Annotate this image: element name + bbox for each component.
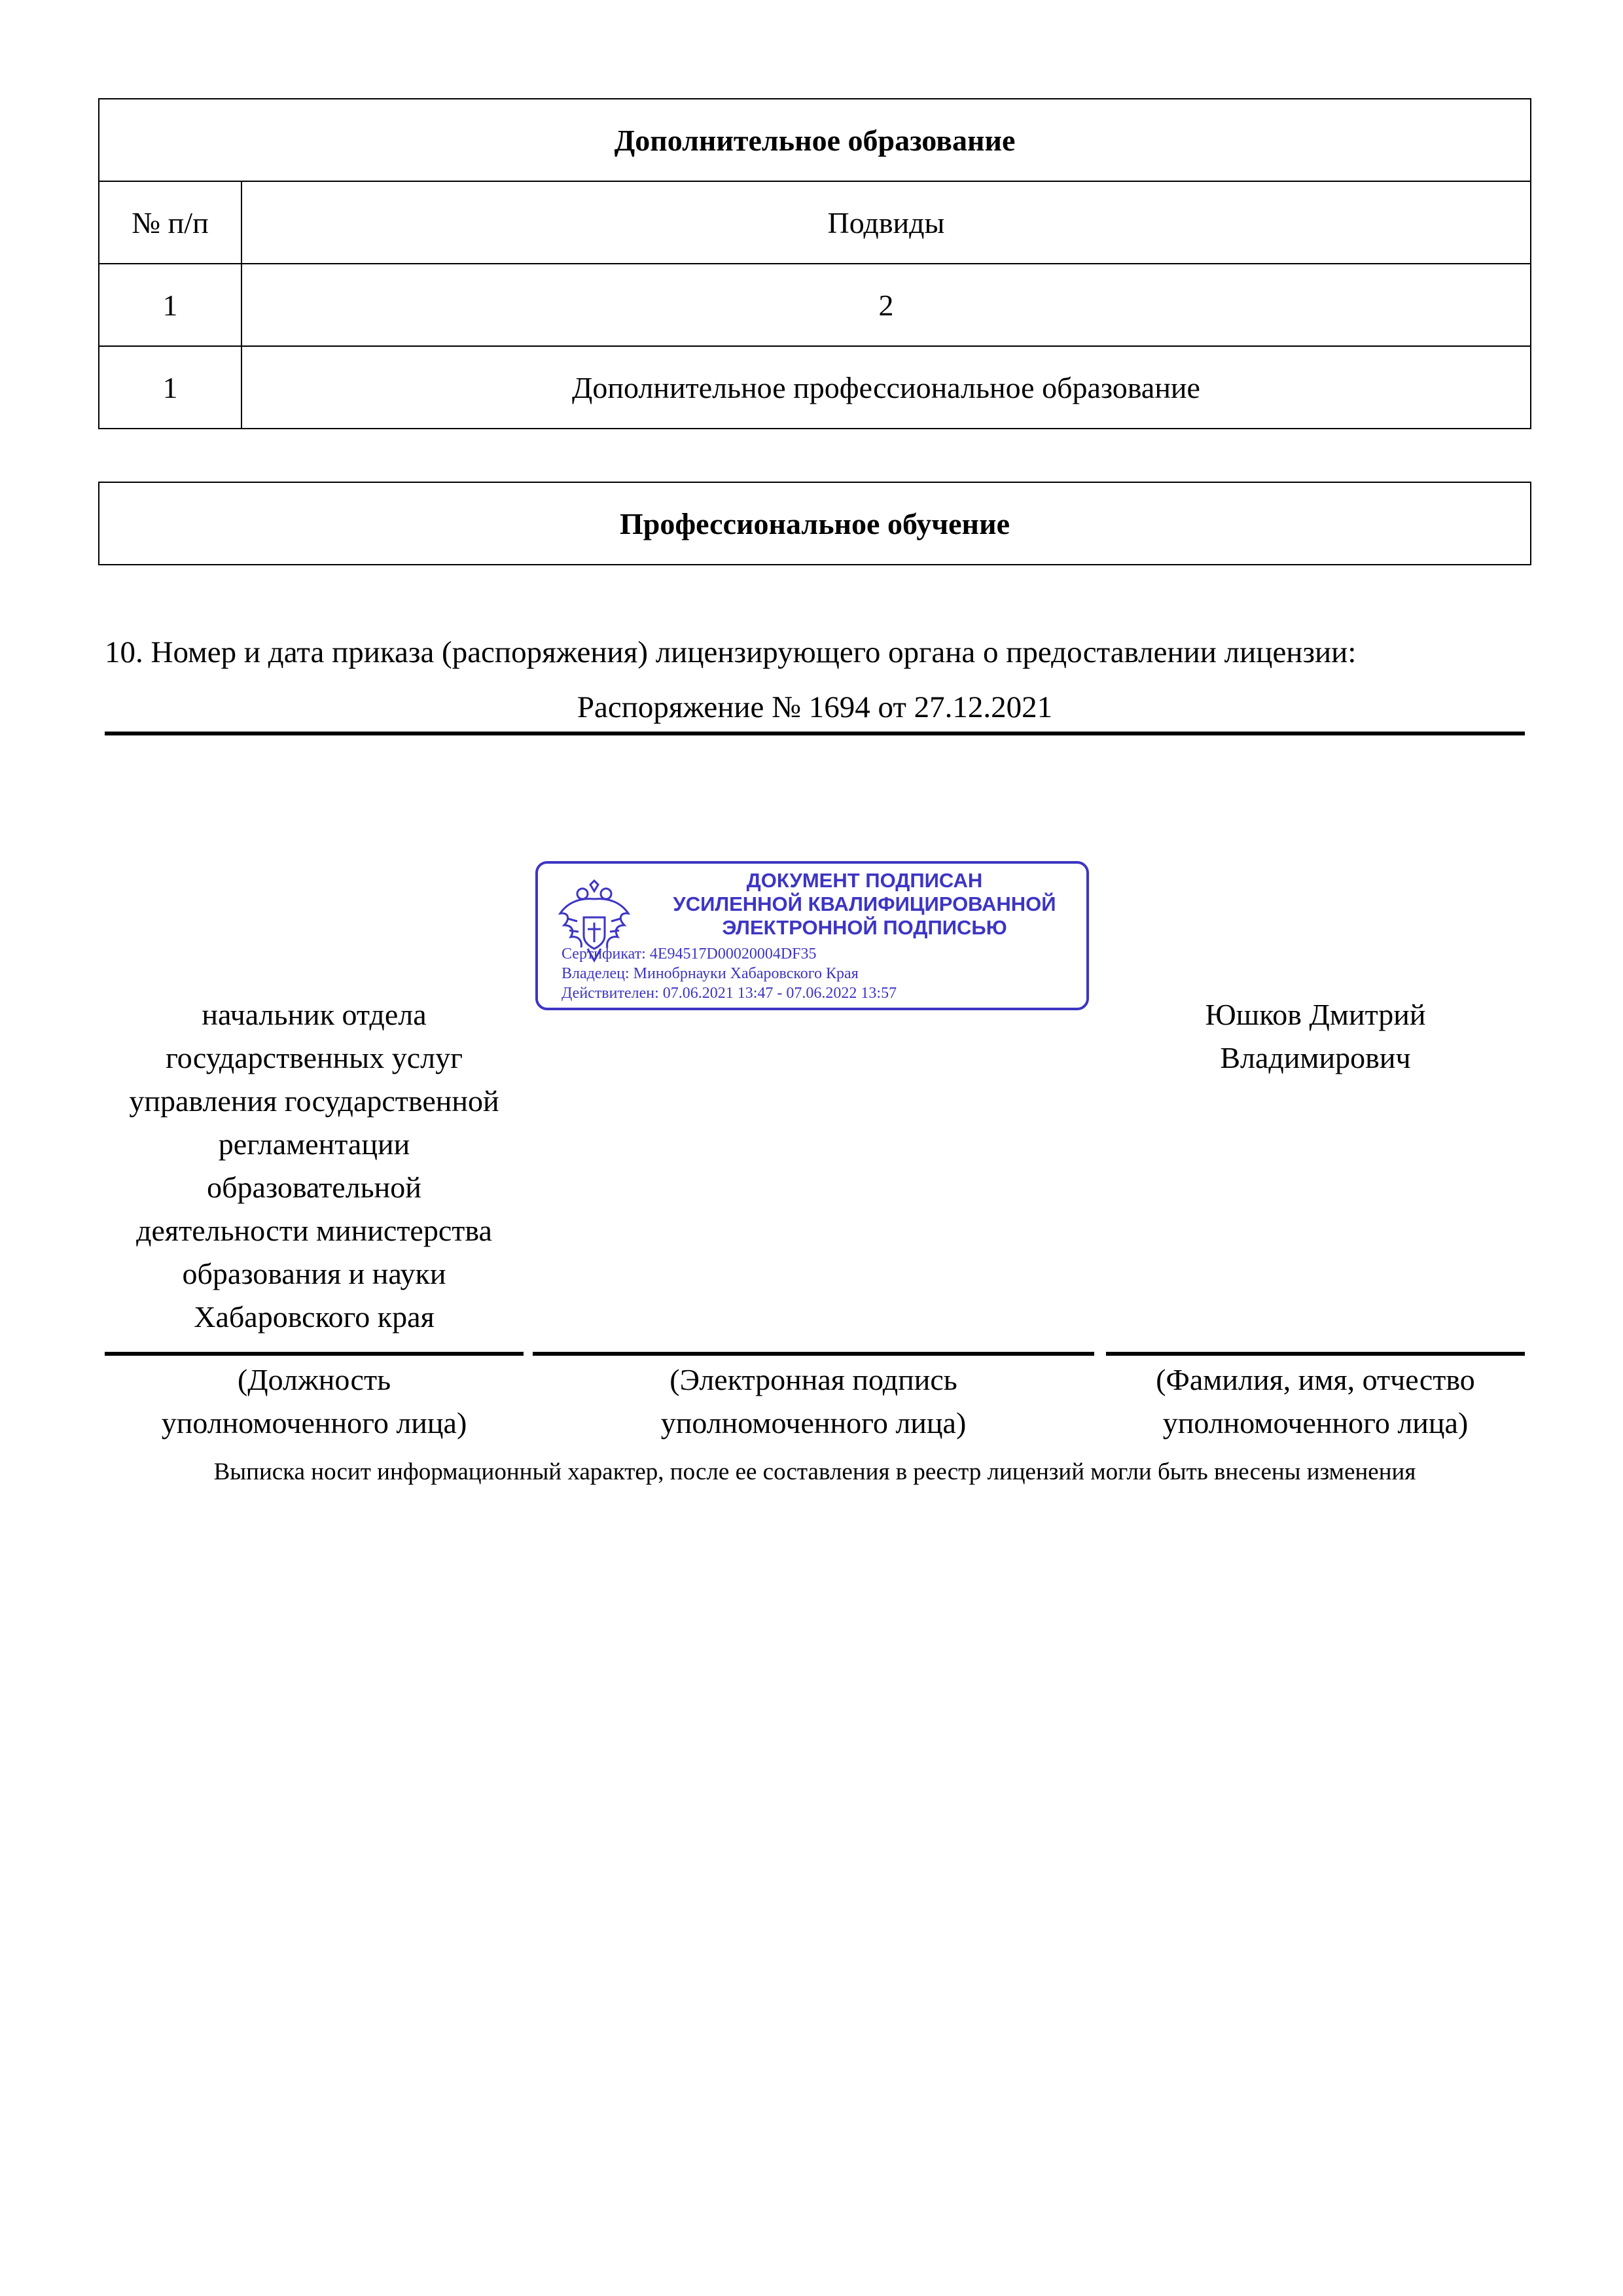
position-line: государственных услуг — [166, 1041, 463, 1074]
table-title: Дополнительное образование — [99, 99, 1531, 181]
caption-line: (Электронная подпись — [669, 1363, 957, 1396]
additional-education-table — [98, 98, 1531, 429]
item-10-text: 10. Номер и дата приказа (распоряжения) лицензирующего органа о предоставлении лицензии: — [105, 635, 1357, 669]
signature-underline — [533, 1352, 1094, 1356]
row-subtype: Дополнительное профессиональное образование — [241, 346, 1531, 429]
position-line: Хабаровского края — [194, 1300, 435, 1333]
table-row — [99, 346, 1531, 429]
index-row-subtypes: 2 — [241, 264, 1531, 346]
position-underline — [105, 1352, 524, 1356]
position-line: деятельности министерства — [136, 1214, 492, 1247]
position-line: регламентации — [218, 1127, 410, 1161]
index-row-num: 1 — [99, 264, 241, 346]
caption-line: (Должность — [237, 1363, 391, 1396]
professional-training-table — [98, 482, 1531, 565]
row-num: 1 — [99, 346, 241, 429]
caption-line: уполномоченного лица) — [1162, 1406, 1469, 1439]
official-name — [1106, 993, 1525, 1080]
column-header-num: № п/п — [99, 181, 241, 264]
column-header-subtypes: Подвиды — [241, 181, 1531, 264]
caption-line: уполномоченного лица) — [660, 1406, 967, 1439]
order-number: Распоряжение № 1694 от 27.12.2021 — [577, 690, 1053, 724]
signature-stamp — [535, 861, 1089, 1010]
stamp-title-line: УСИЛЕННОЙ КВАЛИФИЦИРОВАННОЙ — [673, 892, 1056, 915]
disclaimer-note: Выписка носит информационный характер, после ее составления в реестр лицензий могли быть внесены изменения — [213, 1458, 1416, 1485]
position-line: управления государственной — [129, 1084, 499, 1118]
caption-line: (Фамилия, имя, отчество — [1156, 1363, 1475, 1396]
table-title: Профессиональное обучение — [99, 482, 1531, 565]
stamp-owner: Владелец: Минобрнауки Хабаровского Края — [562, 965, 859, 982]
position-line: начальник отдела — [202, 998, 427, 1031]
caption-line: уполномоченного лица) — [161, 1406, 467, 1439]
divider — [105, 732, 1525, 735]
name-underline — [1106, 1352, 1525, 1356]
name-line: Юшков Дмитрий — [1205, 998, 1426, 1031]
position-line: образовательной — [207, 1171, 421, 1204]
position-caption — [105, 1358, 524, 1445]
position-line: образования и науки — [182, 1257, 446, 1290]
stamp-title-line: ЭЛЕКТРОННОЙ ПОДПИСЬЮ — [722, 916, 1007, 939]
stamp-title-line: ДОКУМЕНТ ПОДПИСАН — [746, 869, 983, 892]
signature-caption — [533, 1358, 1094, 1445]
stamp-certificate: Сертификат: 4E94517D00020004DF35 — [562, 945, 817, 963]
name-line: Владимирович — [1220, 1041, 1411, 1074]
stamp-validity: Действителен: 07.06.2021 13:47 - 07.06.2022 13:57 — [562, 985, 897, 1002]
name-caption — [1106, 1358, 1525, 1445]
official-position — [105, 993, 524, 1339]
